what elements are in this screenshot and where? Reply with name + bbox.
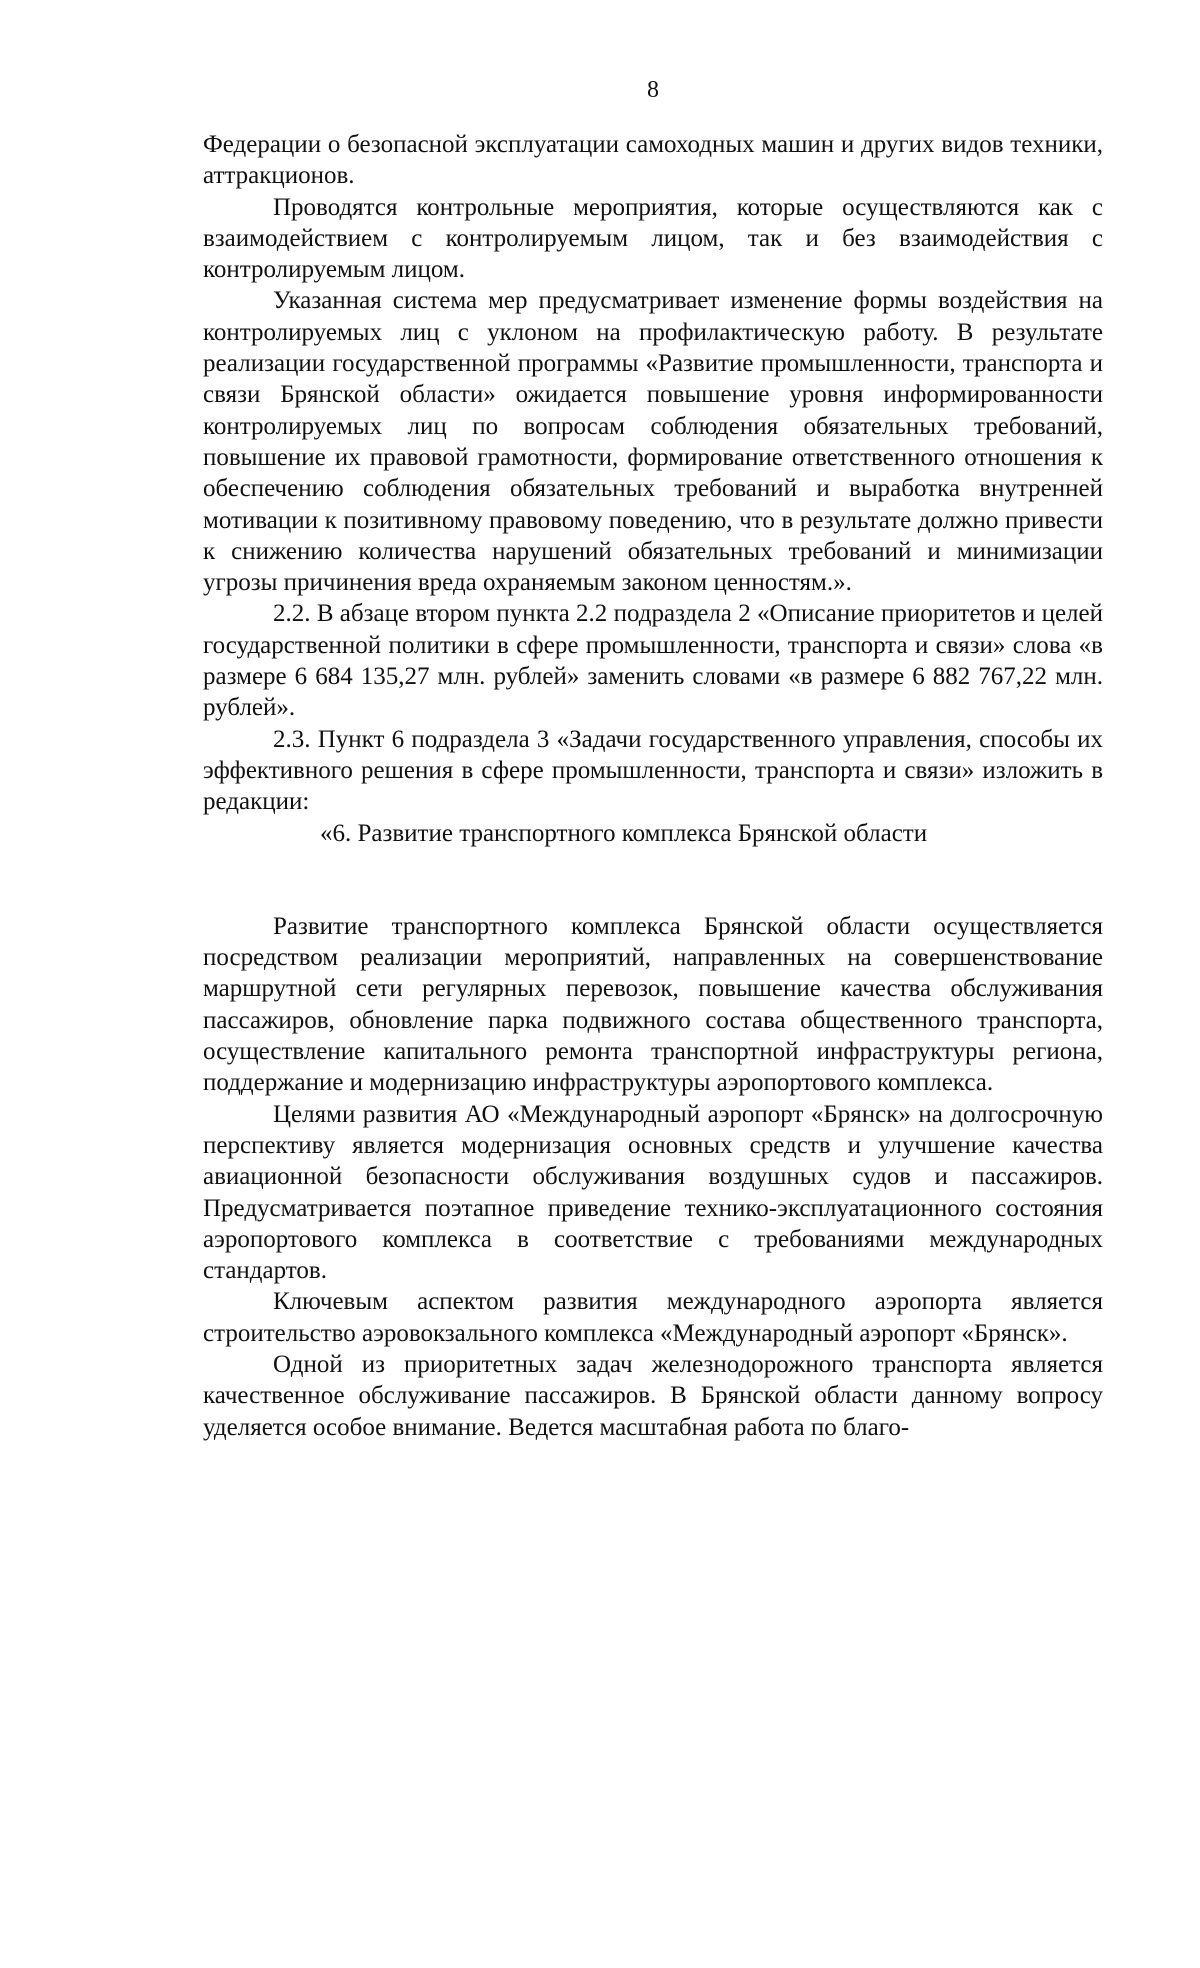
paragraph-railway-transport: Одной из приоритетных задач железнодорожного транспорта является качественное обслуживание пассажиров. В Брянской области данному вопросу уделяется особое внимание. Ведется масштабная работа по благо-	[203, 1350, 1103, 1441]
page-number: 8	[647, 77, 659, 103]
section-gap	[203, 849, 1103, 911]
paragraph-item-2-2: 2.2. В абзаце втором пункта 2.2 подраздела 2 «Описание приоритетов и целей государственной политики в сфере промышленности, транспорта и связи» слова «в размере 6 684 135,27 млн. рублей» заменить словами «в размере 6 882 767,22 млн. рублей».	[203, 600, 1103, 722]
paragraph-control-measures: Проводятся контрольные мероприятия, которые осуществляются как с взаимодействием с контролируемым лицом, так и без взаимодействия с контролируемым лицом.	[203, 193, 1103, 284]
paragraph-transport-development: Развитие транспортного комплекса Брянской области осуществляется посредством реализации мероприятий, направленных на совершенствование маршрутной сети регулярных перевозок, повышение качества обслуживания пассажиров, обновление парка подвижного состава общественного транспорта, осуществление капитального ремонта транспортной инфраструктуры региона, поддержание и модернизацию инфраструктуры аэропортового комплекса.	[203, 912, 1103, 1097]
paragraph-airport-terminal: Ключевым аспектом развития международного аэропорта является строительство аэровокзального комплекса «Международный аэропорт «Брянск».	[203, 1288, 1103, 1347]
paragraph-item-2-3: 2.3. Пункт 6 подраздела 3 «Задачи государственного управления, способы их эффективного решения в сфере промышленности, транспорта и связи» изложить в редакции:	[203, 725, 1103, 816]
document-body	[203, 129, 1103, 1443]
paragraph-airport-goals: Целями развития АО «Международный аэропорт «Брянск» на долгосрочную перспективу является модернизация основных средств и улучшение качества авиационной безопасности обслуживания воздушных судов и пассажиров. Предусматривается поэтапное приведение технико-эксплуатационного состояния аэропортового комплекса в соответствие с требованиями международных стандартов.	[203, 1100, 1103, 1285]
paragraph-system-of-measures: Указанная система мер предусматривает изменение формы воздействия на контролируемых лиц с уклоном на профилактическую работу. В результате реализации государственной программы «Развитие промышленности, транспорта и связи Брянской области» ожидается повышение уровня информированности контролируемых лиц по вопросам соблюдения обязательных требований, повышение их правовой грамотности, формирование ответственного отношения к обеспечению соблюдения обязательных требований и выработка внутренней мотивации к позитивному правовому поведению, что в результате должно привести к снижению количества нарушений обязательных требований и минимизации угрозы причинения вреда охраняемым законом ценностям.».	[203, 287, 1103, 597]
section-heading: «6. Развитие транспортного комплекса Брянской области	[320, 819, 928, 847]
paragraph-continuation: Федерации о безопасной эксплуатации самоходных машин и других видов техники, аттракционов.	[203, 131, 1103, 190]
